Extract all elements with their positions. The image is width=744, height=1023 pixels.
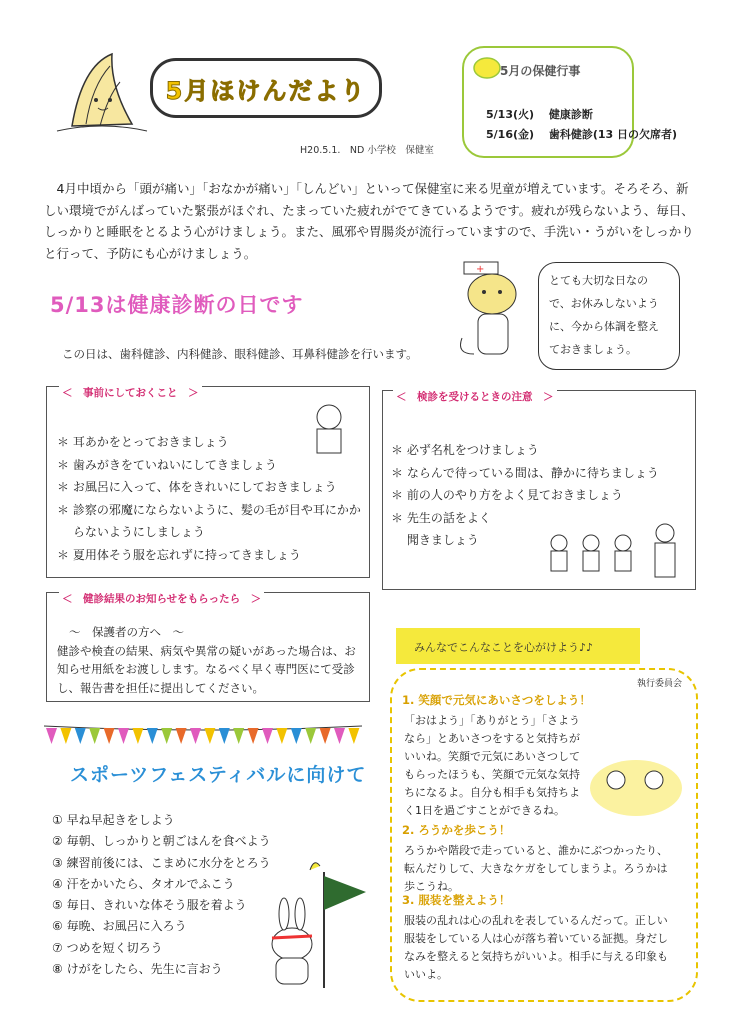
results-heading: ＜ 健診結果のお知らせをもらったら ＞: [59, 591, 264, 606]
results-subheading: ～ 保護者の方へ ～: [69, 625, 184, 639]
bunting-flag: [161, 728, 172, 744]
list-item: ③ 練習前後には、こまめに水分をとろう: [52, 855, 271, 870]
list-item: ＊ 耳あかをとっておきましょう: [57, 435, 229, 449]
notes-box: [382, 390, 696, 590]
bunting-flag: [204, 728, 215, 744]
list-item: ＊ お風呂に入って、体をきれいにしておきましょう: [57, 480, 337, 494]
list-item: ⑧ けがをしたら、先生に言おう: [52, 962, 223, 977]
intro-paragraph: 4月中頃から「頭が痛い」「おなかが痛い」「しんどい」といって保健室に来る児童が増えています。そろそろ、新しい環境でがんばっていた緊張がほぐれ、たまっていた疲れがでてきているようです。疲れが残らないよう、毎日、しっかりと睡眠をとるよう心がけましょう。また、風邪や胃腸炎が流行っていますので、手洗い・うがいをしっかりと行って、予防にも心がけましょう。: [44, 181, 694, 261]
campaign-section-heading: 3. 服装を整えよう！: [402, 893, 511, 907]
bunting-flag: [219, 728, 230, 744]
results-box: [46, 592, 370, 702]
health-check-heading: 5/13は健康診断の日です: [50, 293, 304, 317]
list-item: ⑤ 毎日、きれいな体そう服を着よう: [52, 898, 247, 913]
title-text: 5月ほけんだより: [165, 76, 367, 105]
list-item: ⑥ 毎晩、お風呂に入ろう: [52, 919, 187, 934]
exam-list-line: この日は、歯科健診、内科健診、眼科健診、耳鼻科健診を行います。: [62, 347, 418, 361]
bunting-flag: [233, 728, 244, 744]
bunting-flag: [248, 728, 259, 744]
bunting-flag: [276, 728, 287, 744]
girl-brushing-illustration: [299, 399, 359, 455]
list-item: ＊ ならんで待っている間は、静かに待ちましょう: [391, 465, 659, 480]
bunting-flag: [262, 728, 273, 744]
list-item: ＊ 歯みがきをていねいにしてきましょう: [57, 457, 277, 472]
campaign-author: 執行委員会: [636, 679, 682, 689]
campaign-ribbon: [396, 628, 640, 664]
results-text: 健診や検査の結果、病気や異常の疑いがあった場合は、お知らせ用紙をお渡しします。なるべく早く専門医にて受診し、報告書を担任に提出してください。: [57, 643, 356, 695]
bunting-flag: [348, 728, 359, 744]
newsletter-title: [150, 58, 382, 118]
sports-heading: スポーツフェスティバルに向けて: [70, 764, 367, 786]
results-body: [57, 623, 357, 697]
list-item: ＊ 先生の話をよく: [391, 510, 491, 525]
bunting-flag: [132, 728, 143, 744]
schedule-row: 5/13(火) 健康診断: [486, 108, 593, 121]
children-lining-up-illustration: [539, 513, 689, 583]
nurse-cat-illustration: [452, 258, 532, 368]
list-item: ② 毎朝、しっかりと朝ごはんを食べよう: [52, 834, 271, 849]
bamboo-shoot-illustration: [52, 46, 152, 136]
schedule-heading: 5月の保健行事: [500, 64, 581, 78]
bunting-flag: [104, 728, 115, 744]
bunting-flag: [190, 728, 201, 744]
campaign-box: [390, 668, 698, 1002]
bunting-flag: [60, 728, 71, 744]
speech-bubble: とても大切な日なので、お休みしないように、今から体調を整えておきましょう。: [538, 262, 680, 370]
campaign-section-heading: 1. 笑顔で元気にあいさつをしよう！: [402, 693, 591, 707]
svg-text:+: +: [476, 264, 485, 275]
schedule-box: [462, 46, 678, 158]
prep-heading: ＜ 事前にしておくこと ＞: [59, 385, 202, 400]
list-item: らないようにしましょう: [57, 525, 205, 539]
kids-greeting-illustration: [588, 758, 684, 818]
bunting-flag: [46, 728, 57, 744]
issue-meta: H20.5.1. ND 小学校 保健室: [300, 145, 434, 156]
bunting-flag: [320, 728, 331, 744]
bunting-flag: [75, 728, 86, 744]
notes-heading: ＜ 検診を受けるときの注意 ＞: [393, 389, 557, 404]
rabbit-flag-illustration: [262, 852, 372, 992]
bunting-flag: [291, 728, 302, 744]
campaign-section-heading: 2. ろうかを歩こう！: [402, 823, 511, 837]
sports-list: [52, 810, 271, 980]
bunting-flag: [89, 728, 100, 744]
schedule-row: 5/16(金) 歯科健診(13 日の欠席者): [486, 128, 678, 141]
campaign-section-text: ろうかや階段で走っていると、誰かにぶつかったり、転んだりして、大きなケガをしてしまうよ。ろうかは歩こうね。: [404, 844, 668, 893]
bunting-flag: [305, 728, 316, 744]
list-item: ＊ 必ず名札をつけましょう: [391, 443, 539, 457]
number-5-leaf-icon: [472, 56, 502, 80]
campaign-section-text: 服装の乱れは心の乱れを表しているんだって。正しい服装をしている人は心が落ち着いている証拠。身だしなみを整えると気持ちがいいよ。相手に与える印象もいいよ。: [404, 914, 668, 981]
list-item: ④ 汗をかいたら、タオルでふこう: [52, 876, 235, 891]
flag-banner: [44, 722, 362, 748]
list-item: ＊ 夏用体そう服を忘れずに持ってきましょう: [57, 547, 301, 562]
prep-box: [46, 386, 370, 578]
bunting-flag: [176, 728, 187, 744]
list-item: ⑦ つめを短く切ろう: [52, 940, 163, 955]
list-item: ＊ 診察の邪魔にならないように、髪の毛が目や耳にかか: [57, 502, 361, 517]
list-item: 聞きましょう: [391, 533, 479, 547]
campaign-section-text: 「おはよう」「ありがとう」「さようなら」とあいさつをすると気持ちがいいね。笑顔で元気にあいさつしてもらったほうも、笑顔で元気な気持ちになるよ。自分も相手も気持ちよく1日を過ごすことができるね。: [404, 714, 580, 817]
list-item: ① 早ね早起きをしよう: [52, 813, 175, 827]
list-item: ＊ 前の人のやり方をよく見ておきましょう: [391, 488, 623, 502]
bunting-flag: [334, 728, 345, 744]
bunting-flag: [118, 728, 129, 744]
bunting-flag: [147, 728, 158, 744]
campaign-title: みんなでこんなことを心がけよう♪♪: [414, 641, 594, 654]
